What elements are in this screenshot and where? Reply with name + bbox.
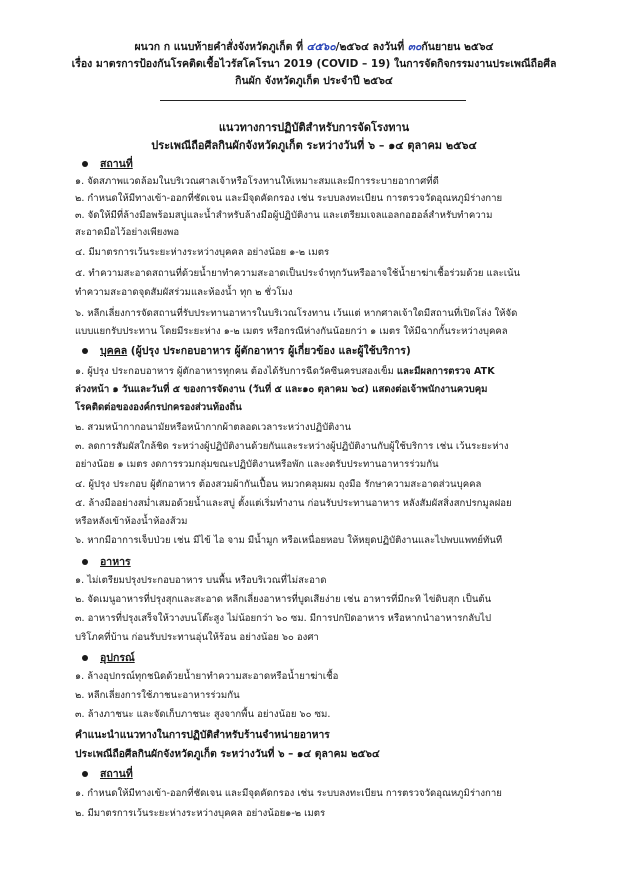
place-item-6: ๖. หลีกเลี่ยงการจัดสถานที่รับประทานอาหารในบริเวณโรงทาน เว้นแต่ หากศาลเจ้าใดมีสถานที่เปิดโล่ง ให้จัด bbox=[75, 308, 518, 319]
person-item-5: ๕. ล้างมืออย่างสม่ำเสมอด้วยน้ำและสบู่ ตั้งแต่เริ่มทำงาน ก่อนรับประทานอาหาร หลังสัมผัสสิ่งสกปรกมูลฝอย bbox=[75, 498, 512, 509]
bullet-icon bbox=[82, 655, 88, 661]
equipment-item-1: ๑. ล้างอุปกรณ์ทุกชนิดด้วยน้ำยาทำความสะอาดหรือน้ำยาฆ่าเชื้อ bbox=[75, 671, 339, 682]
place-item-3-cont: สะอาดมือไว้อย่างเพียงพอ bbox=[75, 227, 180, 238]
place-item-5-cont: ทำความสะอาดจุดสัมผัสร่วมและห้องน้ำ ทุก ๒ ชั่วโมง bbox=[75, 287, 293, 298]
section-heading-person: บุคคล (ผู้ปรุง ประกอบอาหาร ผู้ตักอาหาร ผู้เกี่ยวข้อง และผู้ใช้บริการ) bbox=[82, 343, 411, 360]
person-item-1-cont2: โรคติดต่อขององค์กรปกครองส่วนท้องถิ่น bbox=[75, 402, 242, 413]
person-item-2: ๒. สวมหน้ากากอนามัยหรือหน้ากากผ้าตลอดเวลาระหว่างปฏิบัติงาน bbox=[75, 422, 352, 433]
section-heading-place: สถานที่ bbox=[82, 156, 133, 173]
place-item-6-cont: แบบแยกรับประทาน โดยมีระยะห่าง ๑-๒ เมตร หรือกรณีห่างกันน้อยกว่า ๑ เมตร ให้มีฉากกั้นระหว่างบุคคล bbox=[75, 326, 508, 337]
page-subtitle: ประเพณีถือศีลกินผักจังหวัดภูเก็ต ระหว่างวันที่ ๖ – ๑๔ ตุลาคม ๒๕๖๔ bbox=[151, 139, 477, 152]
handwritten-order-day: ๓๐ bbox=[407, 41, 422, 53]
annex-mid: /๒๕๖๔ ลงวันที่ bbox=[335, 41, 405, 53]
food-item-3-cont: บริโภคที่บ้าน ก่อนรับประทานอุ่นให้ร้อน อย่างน้อย ๖๐ องศา bbox=[75, 632, 319, 643]
bullet-icon bbox=[82, 771, 88, 777]
subject-line-cont: กินผัก จังหวัดภูเก็ต ประจำปี ๒๕๖๔ bbox=[235, 75, 393, 87]
bullet-icon bbox=[82, 161, 88, 167]
bullet-icon bbox=[82, 559, 88, 565]
bullet-icon bbox=[82, 348, 88, 354]
section-heading-equipment: อุปกรณ์ bbox=[82, 650, 135, 667]
person-item-3-cont: อย่างน้อย ๑ เมตร งดการรวมกลุ่มขณะปฏิบัติงานหรือพัก และงดรับประทานอาหารร่วมกัน bbox=[75, 459, 439, 470]
shops-subheading: ประเพณีถือศีลกินผักจังหวัดภูเก็ต ระหว่างวันที่ ๖ – ๑๔ ตุลาคม ๒๕๖๔ bbox=[75, 748, 380, 760]
shops-item-1: ๑. กำหนดให้มีทางเข้า-ออกที่ชัดเจน และมีจุดคัดกรอง เช่น ระบบลงทะเบียน การตรวจวัดอุณหภูมิร่างกาย bbox=[75, 788, 502, 799]
person-item-4: ๔. ผู้ปรุง ประกอบ ผู้ตักอาหาร ต้องสวมผ้ากันเปื้อน หมวกคลุมผม ถุงมือ รักษาความสะอาดส่วนบุคคล bbox=[75, 479, 482, 490]
page-title: แนวทางการปฏิบัติสำหรับการจัดโรงทาน bbox=[218, 121, 410, 134]
person-item-6: ๖. หากมีอาการเจ็บป่วย เช่น มีไข้ ไอ จาม มีน้ำมูก หรือเหนื่อยหอบ ให้หยุดปฏิบัติงานและไปพบแพทย์ทันที bbox=[75, 535, 503, 546]
shops-item-2: ๒. มีมาตรการเว้นระยะห่างระหว่างบุคคล อย่างน้อย๑-๒ เมตร bbox=[75, 808, 326, 819]
person-item-1: ๑. ผู้ปรุง ประกอบอาหาร ผู้ตักอาหารทุกคน ต้องได้รับการฉีดวัคซีนครบสองเข็ม และมีผลการตรวจ ATK bbox=[75, 366, 495, 377]
header-divider bbox=[160, 100, 466, 101]
place-item-4: ๔. มีมาตรการเว้นระยะห่างระหว่างบุคคล อย่างน้อย ๑-๒ เมตร bbox=[75, 247, 330, 258]
food-item-1: ๑. ไม่เตรียมปรุงประกอบอาหาร บนพื้น หรือบริเวณที่ไม่สะอาด bbox=[75, 575, 327, 586]
equipment-item-3: ๓. ล้างภาชนะ และจัดเก็บภาชนะ สูงจากพื้น อย่างน้อย ๖๐ ซม. bbox=[75, 709, 331, 720]
shops-heading: คำแนะนำแนวทางในการปฏิบัติสำหรับร้านจำหน่ายอาหาร bbox=[75, 729, 330, 741]
person-item-5-cont: หรือหลังเข้าห้องน้ำห้องส้วม bbox=[75, 516, 188, 527]
section-heading-shops-place: สถานที่ bbox=[82, 766, 133, 783]
place-item-2: ๒. กำหนดให้มีทางเข้า-ออกที่ชัดเจน และมีจุดคัดกรอง เช่น ระบบลงทะเบียน การตรวจวัดอุณหภูมิร่างกาย bbox=[75, 193, 503, 204]
annex-suffix: กันยายน ๒๕๖๔ bbox=[421, 41, 494, 53]
food-item-2: ๒. จัดเมนูอาหารที่ปรุงสุกและสะอาด หลีกเลี่ยงอาหารที่บูดเสียง่าย เช่น อาหารที่มีกะทิ ไข่ดิบสุก เป็นต้น bbox=[75, 594, 492, 605]
place-item-3: ๓. จัดให้มีที่ล้างมือพร้อมสบู่และน้ำสำหรับล้างมือผู้ปฏิบัติงาน และเตรียมเจลแอลกอฮอล์สำหรับทำความ bbox=[75, 210, 493, 221]
person-item-1-cont: ล่วงหน้า ๑ วันและวันที่ ๕ ของการจัดงาน (วันที่ ๕ และ๑๐ ตุลาคม ๖๔) แสดงต่อเจ้าพนักงานควบคุม bbox=[75, 384, 488, 395]
place-item-1: ๑. จัดสภาพแวดล้อมในบริเวณศาลเจ้าหรือโรงทานให้เหมาะสมและมีการระบายอากาศที่ดี bbox=[75, 176, 439, 187]
place-item-5: ๕. ทำความสะอาดสถานที่ด้วยน้ำยาทำความสะอาดเป็นประจำทุกวันหรืออาจใช้น้ำยาฆ่าเชื้อร่วมด้วย และเน้น bbox=[75, 268, 521, 279]
section-heading-food: อาหาร bbox=[82, 554, 131, 571]
annex-reference-line bbox=[20, 39, 608, 56]
handwritten-order-number: ๔๕๖๐ bbox=[306, 41, 336, 53]
equipment-item-2: ๒. หลีกเลี่ยงการใช้ภาชนะอาหารร่วมกัน bbox=[75, 690, 240, 701]
subject-line: เรื่อง มาตรการป้องกันโรคติดเชื้อไวรัสโคโรนา 2019 (COVID – 19) ในการจัดกิจกรรมงานประเพณีถือศีล bbox=[71, 58, 557, 70]
annex-prefix: ผนวก ก แนบท้ายคำสั่งจังหวัดภูเก็ต ที่ bbox=[134, 41, 303, 53]
person-item-3: ๓. ลดการสัมผัสใกล้ชิด ระหว่างผู้ปฏิบัติงานด้วยกันและระหว่างผู้ปฏิบัติงานกับผู้ใช้บริการ เช่น เว้นระยะห่าง bbox=[75, 441, 509, 452]
food-item-3: ๓. อาหารที่ปรุงเสร็จให้วางบนโต๊ะสูง ไม่น้อยกว่า ๖๐ ซม. มีการปกปิดอาหาร หรือหากนำอาหารกลับไป bbox=[75, 613, 492, 624]
